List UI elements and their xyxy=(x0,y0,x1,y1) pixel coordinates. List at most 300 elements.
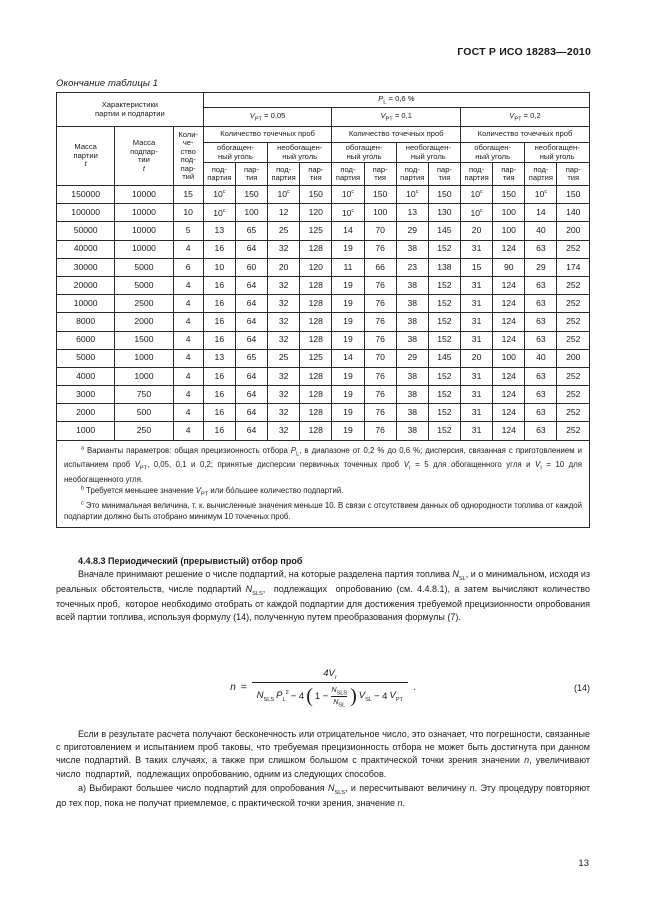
unwashed-line2-3: ный уголь xyxy=(539,151,575,161)
header-lot-2 xyxy=(300,163,332,186)
table-cell: 252 xyxy=(557,295,590,313)
table-cell: 40 xyxy=(525,349,557,367)
open-paren: ( xyxy=(306,685,313,708)
header-lot-1 xyxy=(235,163,267,186)
den-p-term xyxy=(276,690,289,703)
label-line2: тия xyxy=(374,173,387,183)
header-increments-2: Количество точечных проб xyxy=(332,127,461,143)
table-cell: 152 xyxy=(428,276,460,294)
table-cell: 15 xyxy=(461,258,493,276)
table-cell: 20000 xyxy=(57,276,115,294)
table-cell: 76 xyxy=(364,276,396,294)
table-cell: 16 xyxy=(203,295,235,313)
unwashed-line1-2: необогащен- xyxy=(405,143,451,153)
numerator-symbol: 4V xyxy=(323,667,335,679)
table-cell: 76 xyxy=(364,367,396,385)
label-line1: пар- xyxy=(436,164,452,174)
header-increments-3: Количество точечных проб xyxy=(461,127,590,143)
table-cell: 10000 xyxy=(115,240,173,258)
precision-symbol: P xyxy=(378,93,384,103)
table-cell: 4000 xyxy=(57,367,115,385)
header-characteristics xyxy=(57,93,204,127)
header-washed-1 xyxy=(203,143,267,163)
footnote-c: $^c$ Это минимальная величина, т. к. вычисленные значения меньше 10. В связи с отсутствием данных об однородности топлива от каждой подпартии должно быть отобрано минимум 10 точечных проб. xyxy=(64,500,582,522)
sublot-count-line1: Коли- xyxy=(178,129,199,139)
label-line1: под- xyxy=(340,164,356,174)
table-cell: 14 xyxy=(525,204,557,222)
table-cell: 4 xyxy=(173,404,203,422)
table-cell: 64 xyxy=(235,240,267,258)
table-cell: 124 xyxy=(493,367,525,385)
label-line2: тия xyxy=(438,173,451,183)
den-p-symbol: P xyxy=(276,690,283,702)
table-cell: 252 xyxy=(557,313,590,331)
table-cell: 124 xyxy=(493,295,525,313)
mass-sublot-unit: t xyxy=(142,163,145,173)
footnote-b: $^b$ Требуется меньшее значение $V_{PT}$ или бо́льшее количество подпартий. xyxy=(81,485,344,498)
table-cell: 124 xyxy=(493,276,525,294)
mass-sublot-line1: Масса xyxy=(132,138,156,147)
table-cell: 90 xyxy=(493,258,525,276)
header-sublot-count xyxy=(173,127,203,186)
washed-line1-3: обогащен- xyxy=(474,143,512,153)
table-cell: 63 xyxy=(525,404,557,422)
header-increments-1: Количество точечных проб xyxy=(203,127,332,143)
label-line2: партия xyxy=(464,173,489,183)
table-cell: 63 xyxy=(525,276,557,294)
table-cell: 128 xyxy=(300,313,332,331)
label-line2: партия xyxy=(271,173,296,183)
table-cell: 4 xyxy=(173,367,203,385)
table-cell: 63 xyxy=(525,331,557,349)
header-variance-group-1 xyxy=(203,108,332,127)
table-cell: 10000 xyxy=(115,186,173,204)
sublot-count-line2: че- xyxy=(182,138,194,147)
table-cell: 128 xyxy=(300,240,332,258)
table-cell: 200 xyxy=(557,222,590,240)
table-cell: 2500 xyxy=(115,295,173,313)
section-trailing xyxy=(56,728,590,810)
table-cell: 65 xyxy=(235,222,267,240)
table-cell: 4 xyxy=(173,240,203,258)
variance-value-2: = 0,1 xyxy=(394,110,412,120)
table-cell: 1500 xyxy=(115,331,173,349)
table-cell: 16 xyxy=(203,240,235,258)
table-cell: 63 xyxy=(525,313,557,331)
formula-number: (14) xyxy=(573,683,590,693)
table-cell: 32 xyxy=(268,422,300,440)
table-cell: 145 xyxy=(428,349,460,367)
table-body xyxy=(57,186,590,441)
table-cell: 250 xyxy=(115,422,173,440)
table-cell: 38 xyxy=(396,276,428,294)
den-v-symbol: V xyxy=(358,689,366,701)
precision-subscript: L xyxy=(383,99,387,106)
page-number: 13 xyxy=(578,858,589,869)
table-cell: 65 xyxy=(235,349,267,367)
table-cell: 5000 xyxy=(115,276,173,294)
table-cell: 19 xyxy=(332,404,364,422)
table-cell: 13 xyxy=(203,349,235,367)
table-cell: 10$^c$ xyxy=(332,186,364,204)
table-cell: 150 xyxy=(493,186,525,204)
header-lot-6 xyxy=(557,163,590,186)
table-cell: 15 xyxy=(173,186,203,204)
table-cell: 120 xyxy=(300,258,332,276)
table-cell: 76 xyxy=(364,295,396,313)
variance-value-1: = 0,05 xyxy=(264,110,286,120)
sublot-count-line3: ство xyxy=(180,146,196,156)
table-cell: 252 xyxy=(557,331,590,349)
table-cell: 125 xyxy=(300,222,332,240)
label-line2: партия xyxy=(335,173,361,183)
label-line1: под- xyxy=(276,164,292,174)
table-cell: 150 xyxy=(428,186,460,204)
table-cell: 12 xyxy=(268,204,300,222)
unwashed-line1-3: необогащен- xyxy=(534,143,580,153)
table-cell: 63 xyxy=(525,240,557,258)
formula-14 xyxy=(56,662,590,714)
table-cell: 20 xyxy=(268,258,300,276)
table-cell: 152 xyxy=(428,295,460,313)
formula-equals: = xyxy=(240,682,247,694)
mass-lot-line1: Масса xyxy=(74,142,97,152)
table-cell: 70 xyxy=(364,222,396,240)
table-cell: 10 xyxy=(203,258,235,276)
header-lot-5 xyxy=(493,163,525,186)
inner-num-symbol: N xyxy=(331,684,337,694)
table-cell: 150 xyxy=(235,186,267,204)
header-precision-group xyxy=(203,93,589,108)
footnote-ref: c xyxy=(222,189,226,196)
den-tail-minus: − 4 xyxy=(373,690,388,702)
formula-numerator xyxy=(317,668,342,682)
variance-subscript-1: PT xyxy=(254,116,262,123)
table-cell: 1000 xyxy=(57,422,115,440)
table-cell: 100 xyxy=(493,204,525,222)
formula-fraction xyxy=(252,668,408,709)
den-tail-term xyxy=(389,690,403,703)
table-cell: 63 xyxy=(525,367,557,385)
table-row xyxy=(57,404,590,422)
table-cell: 10$^c$ xyxy=(396,186,428,204)
table-cell: 138 xyxy=(428,258,460,276)
table-cell: 14 xyxy=(332,349,364,367)
table-cell: 252 xyxy=(557,422,590,440)
footnote-ref: c xyxy=(480,189,483,196)
header-sublot-2 xyxy=(268,163,300,186)
table-cell: 4 xyxy=(173,276,203,294)
table-cell: 152 xyxy=(428,240,460,258)
section-heading: 4.4.8.3 Периодический (прерывистый) отбор проб xyxy=(78,556,303,566)
table-row xyxy=(57,258,590,276)
label-line2: тия xyxy=(567,173,580,183)
table-cell: 31 xyxy=(461,313,493,331)
table-cell: 124 xyxy=(493,240,525,258)
table-cell: 38 xyxy=(396,367,428,385)
header-mass-lot xyxy=(57,127,115,186)
table-cell: 200 xyxy=(557,349,590,367)
table-cell: 252 xyxy=(557,386,590,404)
table-cell: 32 xyxy=(268,367,300,385)
table-row xyxy=(57,367,590,385)
table-cell: 124 xyxy=(493,313,525,331)
den-n-subscript: SLS xyxy=(263,696,275,703)
table-cell: 16 xyxy=(203,422,235,440)
table-cell: 30000 xyxy=(57,258,115,276)
header-sublot-6 xyxy=(525,163,557,186)
table-cell: 252 xyxy=(557,240,590,258)
sampling-parameters-table xyxy=(56,92,590,441)
table-cell: 125 xyxy=(300,349,332,367)
table-cell: 124 xyxy=(493,331,525,349)
table-cell: 32 xyxy=(268,240,300,258)
footnote-ref: c xyxy=(351,189,355,196)
table-cell: 32 xyxy=(268,276,300,294)
table-cell: 19 xyxy=(332,386,364,404)
variance-value-3: = 0,2 xyxy=(523,110,541,120)
table-cell: 70 xyxy=(364,349,396,367)
table-row xyxy=(57,313,590,331)
sublot-count-line4: под- xyxy=(180,155,196,164)
table-cell: 64 xyxy=(235,331,267,349)
header-unwashed-2 xyxy=(396,143,460,163)
den-one-minus: 1 − xyxy=(314,690,329,702)
table-cell: 152 xyxy=(428,367,460,385)
table-cell: 31 xyxy=(461,276,493,294)
table-row xyxy=(57,349,590,367)
mass-lot-unit: t xyxy=(84,159,87,169)
den-minus-four: − 4 xyxy=(290,690,305,702)
table-cell: 10$^c$ xyxy=(203,186,235,204)
variance-symbol-1: V xyxy=(249,110,255,120)
den-tail-symbol: V xyxy=(389,689,396,701)
inner-fraction xyxy=(331,685,347,709)
table-cell: 11 xyxy=(332,258,364,276)
footnote-c-marker: c xyxy=(81,500,84,507)
table-row xyxy=(57,295,590,313)
table-row xyxy=(57,240,590,258)
inner-den-subscript: SL xyxy=(338,702,346,709)
mass-sublot-line3: тии xyxy=(137,155,150,164)
table-cell: 4 xyxy=(173,349,203,367)
table-cell: 100 xyxy=(493,222,525,240)
table-cell: 128 xyxy=(300,367,332,385)
table-cell: 145 xyxy=(428,222,460,240)
table-cell: 64 xyxy=(235,367,267,385)
table-cell: 31 xyxy=(461,422,493,440)
footnote-ref: c xyxy=(351,207,355,214)
table-cell: 128 xyxy=(300,404,332,422)
table-cell: 31 xyxy=(461,367,493,385)
label-line1: пар- xyxy=(501,164,517,174)
paragraph-3: а) Выбирают большее число подпартий для опробования $N_{SLS}$, и пересчитывают величину n. Эту процедуру повторяют до тех пор, пока не получат приемлемое, с практической точки зрения, значение n. xyxy=(56,782,590,808)
den-v-term xyxy=(359,690,372,703)
table-1-continued xyxy=(56,92,590,528)
table-cell: 124 xyxy=(493,386,525,404)
table-cell: 16 xyxy=(203,313,235,331)
table-cell: 23 xyxy=(396,258,428,276)
unwashed-line2-2: ный уголь xyxy=(410,151,446,161)
mass-lot-line2: партии xyxy=(73,150,98,160)
table-cell: 150 xyxy=(557,186,590,204)
table-cell: 150000 xyxy=(57,186,115,204)
table-cell: 140 xyxy=(557,204,590,222)
paragraph-2: Если в результате расчета получают бесконечность или отрицательное число, это означает, что погрешности, связанные с приготовлением и испытанием проб таковы, что требуемая прецизионность отбора не может быть достигнута при данном числе подпартий. В таких случаях, а также при слишком большом с практической точки зрения значении n, увеличивают число подпартий, подлежащих опробованию, одним из следующих способов. xyxy=(56,729,590,779)
table-cell: 3000 xyxy=(57,386,115,404)
header-variance-group-2 xyxy=(332,108,461,127)
table-cell: 5 xyxy=(173,222,203,240)
footnote-ref: c xyxy=(480,207,483,214)
table-cell: 16 xyxy=(203,331,235,349)
inner-denominator xyxy=(333,697,345,708)
table-cell: 76 xyxy=(364,313,396,331)
table-cell: 100 xyxy=(235,204,267,222)
table-cell: 64 xyxy=(235,404,267,422)
table-cell: 64 xyxy=(235,313,267,331)
table-row xyxy=(57,386,590,404)
den-tail-subscript: PT xyxy=(395,696,403,703)
table-cell: 40000 xyxy=(57,240,115,258)
table-cell: 4 xyxy=(173,422,203,440)
paragraph-1: Вначале принимают решение о числе подпартий, на которые разделена партия топлива $N_{SL}$, и о минимальном, исходя из реальных обстоятельств, числе подпартий $N_{SLS}$, подлежащих опробованию (см. 4.4.8.1), а затем вычисляют количество точечных проб, которое необходимо отобрать от каждой подпартии для достижения требуемой прецизионности опробования всей партии топлива, используя формулу (14), полученную путем преобразования формулы (7). xyxy=(56,569,591,623)
table-cell: 10000 xyxy=(115,222,173,240)
table-cell: 38 xyxy=(396,331,428,349)
formula-denominator xyxy=(252,683,408,709)
table-cell: 252 xyxy=(557,367,590,385)
header-washed-3 xyxy=(461,143,525,163)
table-cell: 31 xyxy=(461,331,493,349)
table-cell: 29 xyxy=(396,222,428,240)
table-cell: 38 xyxy=(396,404,428,422)
label-line1: под- xyxy=(211,164,227,174)
table-cell: 128 xyxy=(300,295,332,313)
footnote-a: $^a$ Варианты параметров: общая прецизионность отбора $P_L$, в диапазоне от 0,2 % до 0,6 %; дисперсия, связанная с приготовлением и испытанием проб $V_{PT}$, 0,05, 0,1 и 0,2; принятые дисперсии первичных точечных проб $V_I = 5$ для обогащенного угля и $V_I = 10$ для необогащенного угля. xyxy=(64,445,582,484)
den-v-subscript: SL xyxy=(365,696,372,703)
label-line1: пар- xyxy=(308,164,324,174)
sublot-count-line6: тий xyxy=(182,172,195,181)
table-cell: 76 xyxy=(364,404,396,422)
table-cell: 76 xyxy=(364,422,396,440)
table-cell: 63 xyxy=(525,422,557,440)
table-cell: 31 xyxy=(461,240,493,258)
table-cell: 66 xyxy=(364,258,396,276)
table-cell: 2000 xyxy=(115,313,173,331)
table-cell: 2000 xyxy=(57,404,115,422)
formula-lhs: n xyxy=(230,682,236,694)
table-cell: 252 xyxy=(557,404,590,422)
table-cell: 32 xyxy=(268,404,300,422)
table-footnotes xyxy=(56,441,590,529)
table-cell: 16 xyxy=(203,276,235,294)
precision-value: = 0,6 % xyxy=(388,93,415,103)
table-cell: 100000 xyxy=(57,204,115,222)
table-cell: 16 xyxy=(203,386,235,404)
table-cell: 64 xyxy=(235,422,267,440)
header-mass-sublot xyxy=(115,127,173,186)
table-row xyxy=(57,222,590,240)
table-cell: 13 xyxy=(203,222,235,240)
table-cell: 20 xyxy=(461,349,493,367)
table-cell: 128 xyxy=(300,276,332,294)
table-caption: Окончание таблицы 1 xyxy=(56,78,159,89)
table-cell: 10000 xyxy=(57,295,115,313)
table-cell: 152 xyxy=(428,404,460,422)
table-cell: 25 xyxy=(268,222,300,240)
table-cell: 124 xyxy=(493,404,525,422)
table-row xyxy=(57,422,590,440)
mass-sublot-line2: подпар- xyxy=(130,146,158,156)
table-cell: 5000 xyxy=(57,349,115,367)
header-unwashed-1 xyxy=(268,143,332,163)
footnote-ref: c xyxy=(415,189,419,196)
table-cell: 76 xyxy=(364,386,396,404)
formula-expression xyxy=(230,668,416,709)
table-cell: 10$^c$ xyxy=(268,186,300,204)
footnote-ref: c xyxy=(287,189,290,196)
table-cell: 19 xyxy=(332,422,364,440)
table-cell: 19 xyxy=(332,367,364,385)
header-characteristics-line1: Характеристики xyxy=(101,100,159,109)
table-cell: 38 xyxy=(396,240,428,258)
variance-subscript-2: PT xyxy=(385,116,393,123)
label-line1: пар- xyxy=(565,164,581,174)
table-cell: 6000 xyxy=(57,331,115,349)
table-cell: 10 xyxy=(173,204,203,222)
table-cell: 38 xyxy=(396,386,428,404)
header-lot-4 xyxy=(428,163,460,186)
table-cell: 8000 xyxy=(57,313,115,331)
variance-subscript-3: PT xyxy=(514,116,522,123)
table-row xyxy=(57,204,590,222)
table-cell: 19 xyxy=(332,276,364,294)
table-cell: 64 xyxy=(235,386,267,404)
table-row xyxy=(57,276,590,294)
table-cell: 32 xyxy=(268,295,300,313)
footnote-ref: c xyxy=(544,189,548,196)
table-cell: 76 xyxy=(364,331,396,349)
table-cell: 4 xyxy=(173,295,203,313)
table-cell: 4 xyxy=(173,386,203,404)
variance-symbol-2: V xyxy=(380,110,386,120)
table-cell: 76 xyxy=(364,240,396,258)
table-cell: 750 xyxy=(115,386,173,404)
table-cell: 60 xyxy=(235,258,267,276)
table-cell: 128 xyxy=(300,422,332,440)
header-sublot-1 xyxy=(203,163,235,186)
table-cell: 40 xyxy=(525,222,557,240)
table-cell: 130 xyxy=(428,204,460,222)
label-line1: под- xyxy=(404,164,420,174)
unwashed-line2-1: ный уголь xyxy=(282,151,318,161)
table-cell: 6 xyxy=(173,258,203,276)
section-4-4-8-3 xyxy=(56,556,590,624)
table-cell: 10000 xyxy=(115,204,173,222)
table-cell: 31 xyxy=(461,295,493,313)
table-cell: 32 xyxy=(268,331,300,349)
table-cell: 16 xyxy=(203,404,235,422)
table-cell: 120 xyxy=(300,204,332,222)
table-cell: 25 xyxy=(268,349,300,367)
table-cell: 38 xyxy=(396,295,428,313)
table-cell: 31 xyxy=(461,386,493,404)
table-cell: 152 xyxy=(428,331,460,349)
label-line2: тия xyxy=(309,173,322,183)
header-lot-3 xyxy=(364,163,396,186)
label-line2: партия xyxy=(207,173,232,183)
label-line1: под- xyxy=(469,164,485,174)
den-n-symbol: N xyxy=(256,689,264,701)
